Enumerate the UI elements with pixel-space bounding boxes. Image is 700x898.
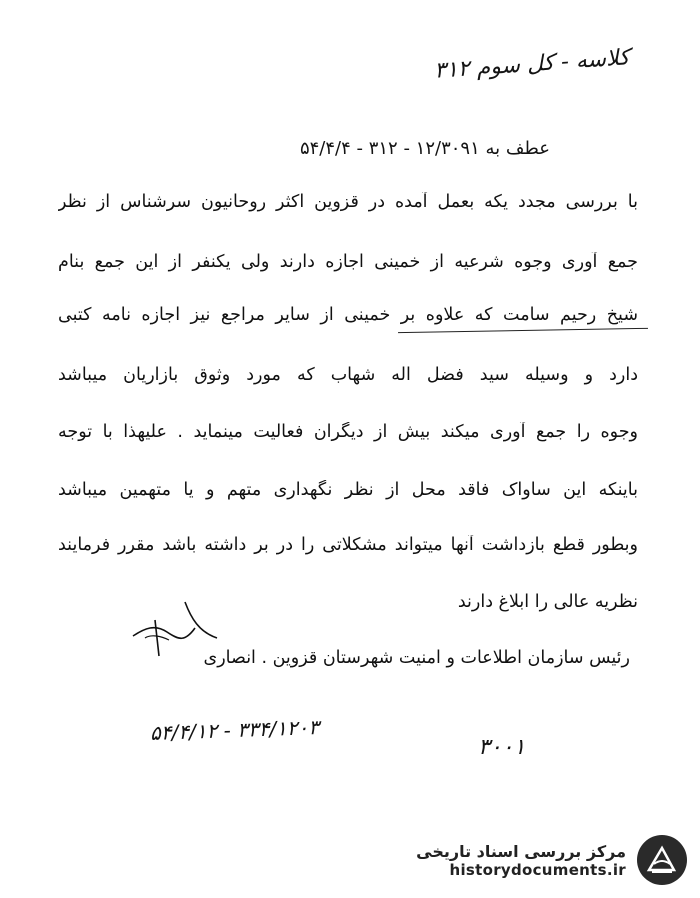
archive-logo-icon <box>636 834 688 886</box>
body-line-6: باینکه این ساواک فاقد محل از نظر نگهداری متهم و یا متهمین میباشد <box>58 480 638 500</box>
header-note: کلاسه - کل سوم ۳۱۲ <box>433 45 631 84</box>
watermark <box>416 834 688 886</box>
body-line-2: جمع آوری وجوه شرعیه از خمینی اجازه دارند ولی یکنفر از این جمع بنام <box>58 252 638 272</box>
body-line-7: وبطور قطع بازداشت آنها میتواند مشکلاتی را در بر داشته باشد مقرر فرمایند <box>58 535 638 555</box>
body-line-8: نظریه عالی را ابلاغ دارند <box>457 592 638 612</box>
watermark-title: مرکز بررسی اسناد تاریخی <box>416 841 626 861</box>
signer-line: رئیس سازمان اطلاعات و امنیت شهرستان قزوین . انصاری <box>203 648 630 668</box>
reference-line: عطف به ۱۲/۳۰۹۱ - ۳۱۲ - ۵۴/۴/۴ <box>299 138 550 159</box>
underline-mark <box>398 328 648 333</box>
bottom-reference: ۵۴/۴/۱۲ - ۳۳۴/۱۲۰۳ <box>149 715 320 745</box>
watermark-text <box>416 842 626 879</box>
body-line-1: با بررسی مجدد یکه بعمل آمده در قزوین اکثر روحانیون سرشناس از نظر <box>58 192 638 212</box>
bottom-mark: ۳۰۰۱ <box>478 735 526 760</box>
body-line-3: شیخ رحیم سامت که علاوه بر خمینی از سایر مراجع نیز اجازه نامه کتبی <box>58 305 638 325</box>
body-line-4: دارد و وسیله سید فضل اله شهاب که مورد وثوق بازاریان میباشد <box>58 365 638 385</box>
watermark-url: historydocuments.ir <box>449 860 626 879</box>
body-line-5: وجوه را جمع آوری میکند بیش از دیگران فعالیت مینماید . علیهذا با توجه <box>58 422 638 442</box>
